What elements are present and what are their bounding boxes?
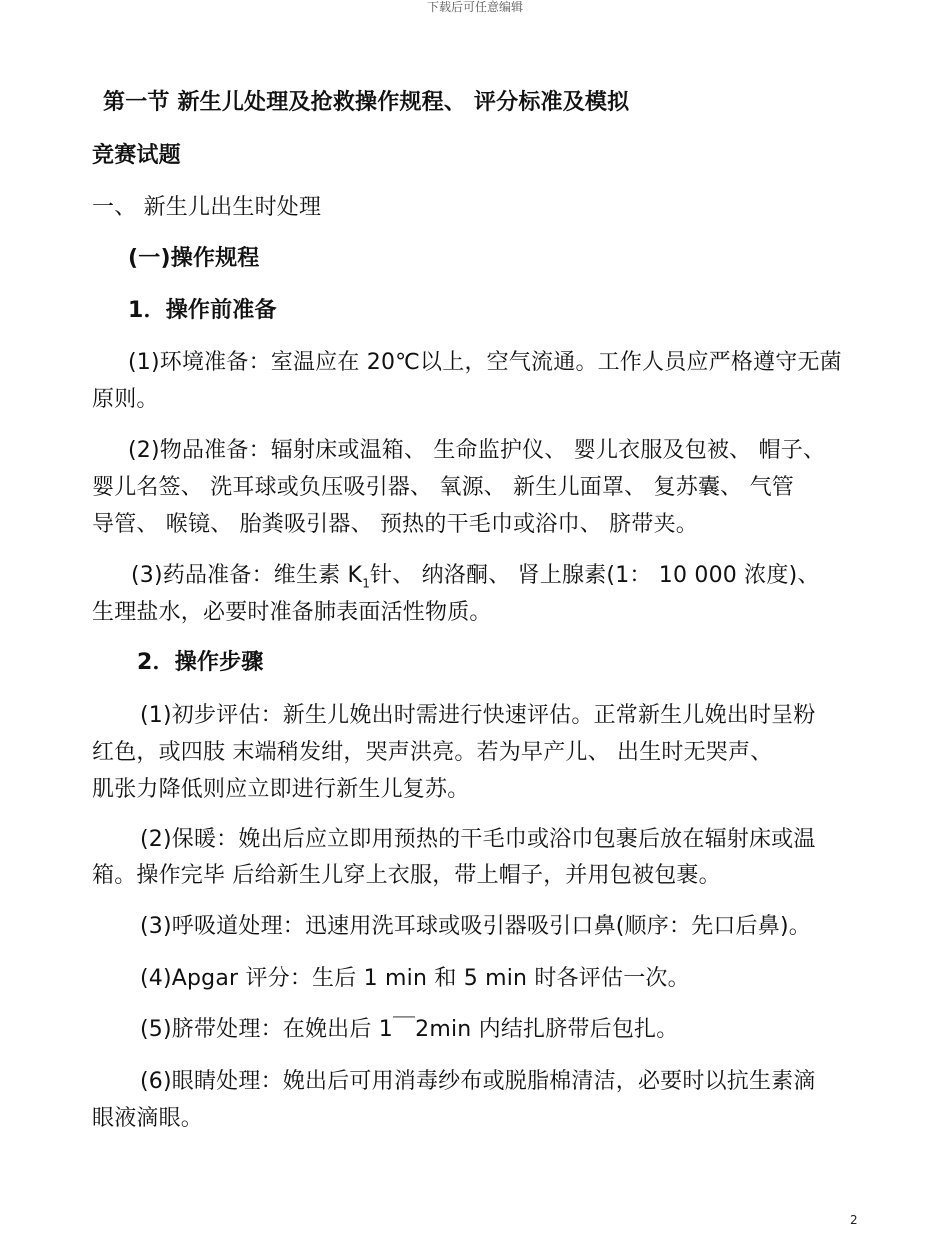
prep-2-line-1: (2)物品准备：辐射床或温箱、 生命监护仪、 婴儿衣服及包被、 帽子、	[128, 438, 826, 463]
prep-2-line-2: 婴儿名签、 洗耳球或负压吸引器、 氧源、 新生儿面罩、 复苏囊、 气管	[92, 475, 794, 500]
step-4-line-1: (4)Apgar 评分：生后 1 min 和 5 min 时各评估一次。	[140, 966, 690, 991]
prep-3-subscript: 1	[362, 576, 371, 591]
prep-3-line-1	[131, 563, 820, 596]
prep-heading: 1．操作前准备	[128, 298, 277, 323]
step-2-line-2: 箱。操作完毕 后给新生儿穿上衣服，带上帽子，并用包被包裹。	[92, 863, 721, 888]
title-line-1: 第一节 新生儿处理及抢救操作规程、 评分标准及模拟	[103, 90, 630, 115]
header-watermark: 下载后可任意编辑	[426, 0, 523, 14]
step-6-line-2: 眼液滴眼。	[92, 1106, 204, 1131]
step-1-line-3: 肌张力降低则应立即进行新生儿复苏。	[92, 777, 470, 802]
prep-1-line-2: 原则。	[92, 387, 159, 412]
prep-1-line-1: (1)环境准备：室温应在 20℃以上，空气流通。工作人员应严格遵守无菌	[128, 350, 842, 375]
sub-heading: (一)操作规程	[128, 246, 260, 271]
steps-heading: 2．操作步骤	[137, 650, 264, 675]
step-1-line-2: 红色，或四肢 末端稍发绀，哭声洪亮。若为早产儿、 出生时无哭声、	[92, 740, 773, 765]
prep-2-line-3: 导管、 喉镜、 胎粪吸引器、 预热的干毛巾或浴巾、 脐带夹。	[92, 512, 698, 537]
page-number: 2	[850, 1213, 858, 1227]
step-1-line-1: (1)初步评估：新生儿娩出时需进行快速评估。正常新生儿娩出时呈粉	[140, 703, 816, 728]
prep-3-text-a: (3)药品准备：维生素 K	[131, 563, 363, 588]
section-heading: 一、 新生儿出生时处理	[92, 195, 322, 220]
step-5-line-1: (5)脐带处理：在娩出后 1￣2min 内结扎脐带后包扎。	[140, 1017, 679, 1042]
step-3-line-1: (3)呼吸道处理：迅速用洗耳球或吸引器吸引口鼻(顺序：先口后鼻)。	[140, 914, 811, 939]
step-6-line-1: (6)眼睛处理：娩出后可用消毒纱布或脱脂棉清洁，必要时以抗生素滴	[140, 1069, 816, 1094]
prep-3-line-2: 生理盐水，必要时准备肺表面活性物质。	[92, 600, 492, 625]
prep-3-text-b: 针、 纳洛酮、 肾上腺素(1： 10 000 浓度)、	[370, 563, 820, 588]
title-line-2: 竞赛试题	[92, 143, 181, 168]
step-2-line-1: (2)保暖：娩出后应立即用预热的干毛巾或浴巾包裹后放在辐射床或温	[140, 827, 816, 852]
